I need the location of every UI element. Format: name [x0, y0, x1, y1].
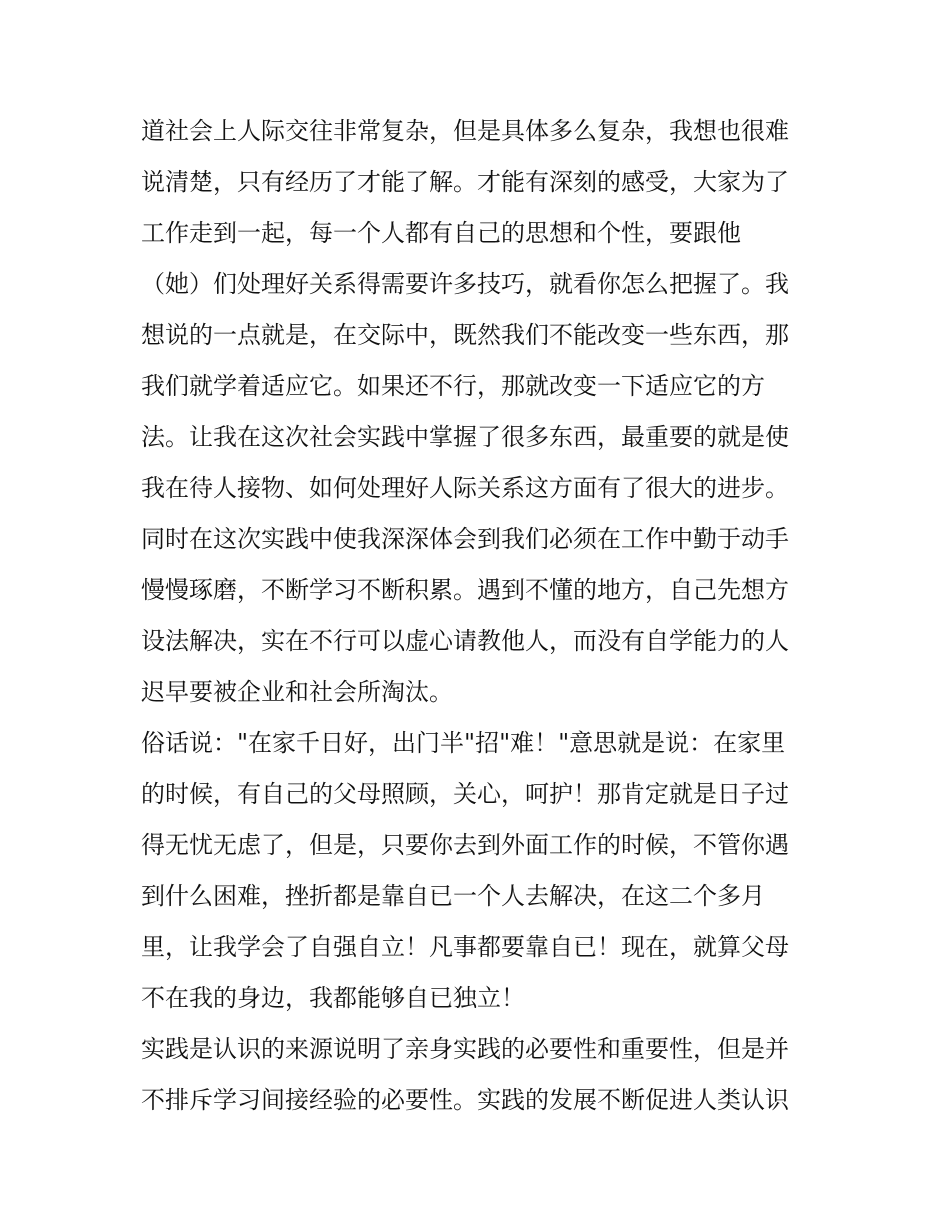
text-line: 我在待人接物、如何处理好人际关系这方面有了很大的进步。	[141, 474, 789, 502]
text-line: 到什么困难，挫折都是靠自已一个人去解决，在这二个多月	[141, 882, 765, 910]
text-line: 迟早要被企业和社会所淘汰。	[141, 678, 453, 706]
text-line: 道社会上人际交往非常复杂，但是具体多么复杂，我想也很难	[141, 117, 789, 145]
text-line: 设法解决，实在不行可以虚心请教他人，而没有自学能力的人	[141, 627, 789, 655]
text-line: 里，让我学会了自强自立！凡事都要靠自已！现在，就算父母	[141, 933, 789, 961]
text-line: 说清楚，只有经历了才能了解。才能有深刻的感受，大家为了	[141, 168, 789, 196]
text-line: 法。让我在这次社会实践中掌握了很多东西，最重要的就是使	[141, 423, 789, 451]
text-line: 实践是认识的来源说明了亲身实践的必要性和重要性，但是并	[141, 1035, 789, 1063]
text-line: 得无忧无虑了，但是，只要你去到外面工作的时候，不管你遇	[141, 831, 789, 859]
body-text	[141, 106, 821, 1126]
text-line: 同时在这次实践中使我深深体会到我们必须在工作中勤于动手	[141, 525, 789, 553]
text-line: 我们就学着适应它。如果还不行，那就改变一下适应它的方	[141, 372, 765, 400]
text-line: 慢慢琢磨，不断学习不断积累。遇到不懂的地方，自己先想方	[141, 576, 789, 604]
text-line: （她）们处理好关系得需要许多技巧，就看你怎么把握了。我	[141, 270, 789, 298]
text-line: 工作走到一起，每一个人都有自己的思想和个性，要跟他	[141, 219, 741, 247]
text-line: 的时候，有自己的父母照顾，关心，呵护！那肯定就是日子过	[141, 780, 789, 808]
text-line: 想说的一点就是，在交际中，既然我们不能改变一些东西，那	[141, 321, 789, 349]
text-line: 俗话说："在家千日好，出门半"招"难！"意思就是说：在家里	[141, 729, 786, 757]
text-line: 不排斥学习间接经验的必要性。实践的发展不断促进人类认识	[141, 1086, 789, 1114]
text-line: 不在我的身边，我都能够自已独立！	[141, 984, 525, 1012]
